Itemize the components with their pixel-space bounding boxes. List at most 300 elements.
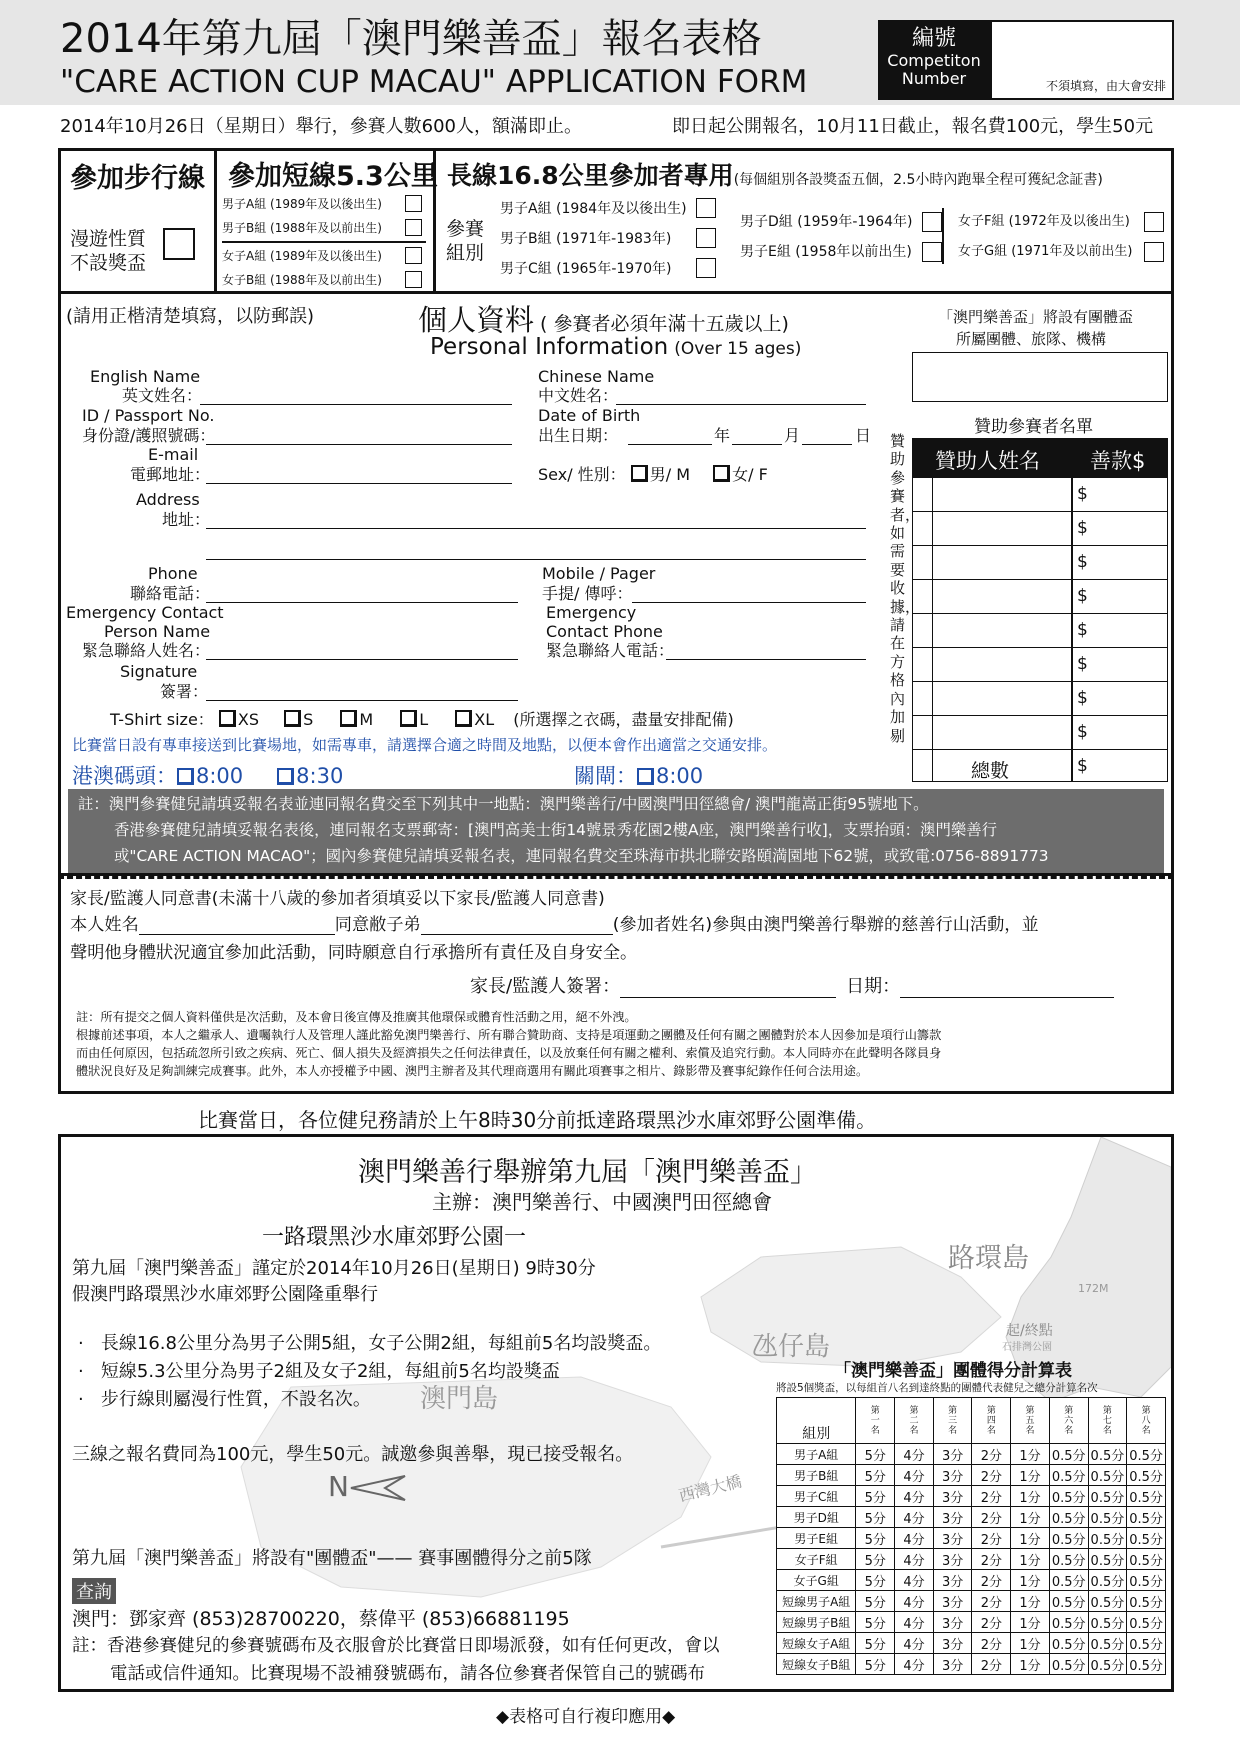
submission-notice [68,789,1164,873]
bus-gate-row [574,760,703,790]
score-point: 0.5分 [1088,1633,1127,1654]
bus-hk-label: 港澳碼頭： [72,764,177,788]
event-date-2: 假澳門路環黑沙水庫郊野公園隆重舉行 [72,1284,378,1305]
score-point: 5分 [856,1465,895,1486]
long-group-label: 男子A組 (1984年及以後出生) [500,201,687,217]
sponsor-row[interactable] [913,579,1167,613]
score-point: 0.5分 [1049,1528,1088,1549]
score-point: 3分 [933,1549,972,1570]
chinese-name-field[interactable] [616,387,866,405]
personal-note: (請用正楷清楚填寫，以防郵誤) [66,306,315,327]
chinese-name-en: Chinese Name [538,367,655,386]
score-point: 0.5分 [1049,1549,1088,1570]
sponsor-row[interactable] [913,715,1167,749]
score-group-label: 女子G組 [777,1570,856,1591]
bus-hk-time-1: 8:00 [196,764,244,788]
event-bullet-text: 短線5.3公里分為男子2組及女子2組，每組前5名均設獎盃 [100,1361,560,1382]
long-col-3 [958,210,1168,270]
tshirt-xl-checkbox[interactable] [455,710,472,727]
event-fee: 三線之報名費同為100元，學生50元。誠邀參與善舉，現已接受報名。 [72,1444,634,1465]
short-group-row [222,268,426,292]
consent-date-field[interactable] [900,980,1114,998]
score-point: 4分 [895,1486,934,1507]
score-point: 3分 [933,1465,972,1486]
sponsor-row[interactable] [913,613,1167,647]
score-point: 1分 [1011,1549,1050,1570]
tshirt-note: (所選擇之衣碼，盡量安排配備) [513,710,734,729]
long-group-row [740,210,945,240]
guardian-name-field[interactable] [139,917,335,935]
long-route-header [447,156,1103,192]
score-point: 2分 [972,1633,1011,1654]
sponsor-row[interactable] [913,749,1167,783]
score-header-row [777,1398,1166,1444]
mobile-zh: 手提/ 傳呼： [542,584,633,603]
short-group-checkbox[interactable] [405,219,422,236]
sponsor-vertical-note: 贊助參賽者，如需要收據，請在方格內加剔 [890,432,921,745]
score-point: 3分 [933,1528,972,1549]
short-group-label: 女子A組 (1989年及以後出生) [222,249,382,263]
score-col-rank: 第二名 [895,1398,934,1444]
score-table-title: 「澳門樂善盃」團體得分計算表 [834,1361,1072,1381]
score-row [777,1570,1166,1591]
personal-title-zh: 個人資料 [418,303,535,337]
score-point: 0.5分 [1127,1570,1166,1591]
enquiry-badge: 查詢 [72,1578,116,1604]
score-point: 1分 [1011,1612,1050,1633]
score-point: 0.5分 [1049,1507,1088,1528]
short-group-label: 男子B組 (1988年及以前出生) [222,221,382,235]
score-point: 4分 [895,1444,934,1465]
address-field-2[interactable] [206,542,866,560]
divider [214,148,217,294]
tshirt-xl-label: XL [474,710,495,729]
score-point: 2分 [972,1612,1011,1633]
sponsor-row-dollar: $ [1077,756,1088,776]
score-point: 5分 [856,1654,895,1675]
score-point: 4分 [895,1633,934,1654]
score-point: 2分 [972,1465,1011,1486]
walk-checkbox[interactable] [163,228,195,260]
long-route-note: (每個組別各設獎盃五個，2.5小時內跑畢全程可獲紀念証書) [733,172,1103,188]
score-point: 0.5分 [1049,1591,1088,1612]
score-point: 2分 [972,1549,1011,1570]
score-point: 4分 [895,1549,934,1570]
consent-name-label: 本人姓名 [70,915,139,935]
tshirt-s-label: S [303,710,314,729]
dob-month-field[interactable] [732,427,782,445]
score-point: 2分 [972,1654,1011,1675]
score-point: 4分 [895,1570,934,1591]
score-point: 1分 [1011,1444,1050,1465]
team-cup-line-1: 「澳門樂善盃」將設有團體盃 [938,308,1134,326]
event-bullet: · 長線16.8公里分為男子公開5組，女子公開2組，每組前5名均設獎盃。 [78,1333,662,1354]
participant-name-field[interactable] [421,917,613,935]
score-col-rank: 第八名 [1127,1398,1166,1444]
event-title: 澳門樂善行舉辦第九屆「澳門樂善盃」 [358,1157,817,1188]
score-table-subtitle: 將設5個獎盃，以每組首八名到達終點的團體代表健兒之總分計算名次 [776,1382,1098,1394]
dob-zh: 出生日期： [538,426,619,445]
score-point: 1分 [1011,1507,1050,1528]
long-group-checkbox[interactable] [696,228,716,248]
id-en: ID / Passport No. [82,406,215,425]
event-bullet: · 短線5.3公里分為男子2組及女子2組，每組前5名均設獎盃 [78,1361,560,1382]
sponsor-row-dollar: $ [1077,688,1088,708]
long-group-row [740,240,945,270]
sponsor-col-name: 贊助人姓名 [935,449,1040,473]
score-point: 5分 [856,1570,895,1591]
consent-child-label: 同意敝子弟 [334,915,421,935]
emergency-name-en-1: Emergency Contact [66,603,224,622]
email-field[interactable] [206,466,512,484]
score-point: 4分 [895,1591,934,1612]
event-bullets [78,1330,661,1414]
competition-number-label [878,20,990,100]
long-col-1 [500,196,722,286]
sponsor-total-label: 總數 [971,760,1010,782]
score-row [777,1528,1166,1549]
sponsor-row[interactable] [913,477,1167,511]
event-team-cup: 第九屆「澳門樂善盃」將設有"團體盃"—— 賽事團體得分之前5隊 [72,1548,592,1569]
score-point: 0.5分 [1049,1465,1088,1486]
bus-gate-label: 關閘： [574,764,637,788]
short-group-row [222,244,426,268]
score-point: 3分 [933,1591,972,1612]
sponsor-table [912,438,1168,782]
tshirt-xs-checkbox[interactable] [219,710,236,727]
score-col-rank: 第五名 [1011,1398,1050,1444]
english-name-en: English Name [90,367,201,386]
score-point: 3分 [933,1507,972,1528]
score-point: 0.5分 [1127,1528,1166,1549]
event-contact: 澳門：鄧家齊 (853)28700220，蔡偉平 (853)66881195 [72,1608,570,1630]
emergency-phone-en-2: Contact Phone [546,622,663,641]
long-group-row [958,210,1168,240]
dob-year-field[interactable] [628,427,712,445]
personal-title-en-row [430,334,801,360]
sex-male-checkbox[interactable] [631,465,648,482]
score-point: 5分 [856,1633,895,1654]
score-group-label: 男子D組 [777,1507,856,1528]
consent-sign-row [470,972,1114,998]
long-group-checkbox[interactable] [696,198,716,218]
score-point: 5分 [856,1591,895,1612]
divider [222,241,426,243]
event-bullet-text: 步行線則屬漫行性質，不設名次。 [100,1389,371,1410]
consent-title: 家長/監護人同意書(未滿十八歲的參加者須填妥以下家長/監護人同意書) [70,889,605,909]
sponsor-list-title: 贊助參賽者名單 [974,417,1093,437]
score-point: 4分 [895,1528,934,1549]
short-group-checkbox[interactable] [405,195,422,212]
english-name-field[interactable] [200,387,512,405]
walk-note-1: 漫遊性質 [70,228,147,250]
chinese-name-zh: 中文姓名： [538,386,619,405]
score-point: 0.5分 [1049,1570,1088,1591]
walk-route-title: 參加步行線 [70,163,205,194]
score-point: 3分 [933,1444,972,1465]
bus-hk-row [72,760,343,790]
dob-month-label: 月 [784,426,801,445]
score-point: 5分 [856,1612,895,1633]
score-row [777,1591,1166,1612]
short-group-checkbox[interactable] [405,247,422,264]
score-point: 0.5分 [1088,1528,1127,1549]
short-group-row [222,216,426,240]
score-row [777,1465,1166,1486]
long-group-checkbox[interactable] [1144,242,1164,262]
long-group-label: 男子B組 (1971年-1983年) [500,231,672,247]
score-row [777,1486,1166,1507]
score-group-label: 女子F組 [777,1549,856,1570]
signature-zh: 簽署： [160,682,209,701]
score-point: 5分 [856,1528,895,1549]
number-label-zh: 編號 [911,26,956,51]
arrival-notice: 比賽當日，各位健兒務請於上午8時30分前抵達路環黑沙水庫郊野公園準備。 [198,1108,877,1132]
score-point: 0.5分 [1049,1633,1088,1654]
tshirt-s-checkbox[interactable] [284,710,301,727]
page-title-zh: 2014年第九屆「澳門樂善盃」報名表格 [60,16,762,62]
sponsor-row-dollar: $ [1077,484,1088,504]
score-col-rank: 第六名 [1049,1398,1088,1444]
bus-gate-time: 8:00 [656,764,704,788]
score-point: 0.5分 [1088,1654,1127,1675]
map-label-coloane: 路環島 [948,1243,1029,1274]
score-point: 0.5分 [1088,1507,1127,1528]
north-arrow-icon [349,1474,407,1502]
score-point: 0.5分 [1127,1444,1166,1465]
score-point: 0.5分 [1049,1486,1088,1507]
long-group-checkbox[interactable] [922,212,942,232]
short-route-title: 參加短線5.3公里 [228,161,438,192]
emergency-name-field[interactable] [206,642,518,660]
long-group-label: 男子D組 (1959年-1964年) [740,214,913,230]
score-row [777,1444,1166,1465]
score-group-label: 短線女子A組 [777,1633,856,1654]
bus-hk-830-checkbox[interactable] [277,768,294,785]
event-bullet-text: 長線16.8公里分為男子公開5組，女子公開2組，每組前5名均設獎盃。 [100,1333,662,1354]
score-point: 0.5分 [1088,1549,1127,1570]
long-group-row [500,256,722,286]
guardian-sign-field[interactable] [620,980,836,998]
sponsor-row-dollar: $ [1077,552,1088,572]
event-date-1: 第九屆「澳門樂善盃」謹定於2014年10月26日(星期日) 9時30分 [72,1258,596,1279]
consent-line-2: 聲明他身體狀況適宜參加此活動，同時願意自行承擔所有責任及自身安全。 [70,943,638,963]
score-point: 1分 [1011,1591,1050,1612]
long-group-checkbox[interactable] [1144,212,1164,232]
long-group-checkbox[interactable] [922,242,942,262]
emergency-phone-en-1: Emergency [546,603,637,622]
score-point: 1分 [1011,1486,1050,1507]
fine-line-4: 體狀況良好及足夠訓練完成賽事。此外，本人亦授權予中國、澳門主辦者及其代理商選用有關此項賽事之相片、錄影帶及賽事紀錄作任何合法用途。 [76,1064,869,1078]
score-point: 1分 [1011,1465,1050,1486]
dob-day-field[interactable] [802,427,852,445]
fine-line-1: 註：所有提交之個人資料僅供是次活動，及本會日後宣傳及推廣其他環保或體育性活動之用，絕不外洩。 [76,1010,637,1024]
score-point: 0.5分 [1049,1444,1088,1465]
emergency-name-en-2: Person Name [104,622,211,641]
score-group-label: 男子C組 [777,1486,856,1507]
dob-day-label: 日 [855,426,872,445]
short-group-checkbox[interactable] [405,271,422,288]
tshirt-m-checkbox[interactable] [340,710,357,727]
phone-en: Phone [148,564,198,583]
score-point: 1分 [1011,1528,1050,1549]
personal-title-zh-note: ( 參賽者必須年滿十五歲以上) [540,313,789,335]
id-zh: 身份證/護照號碼： [82,426,216,445]
long-group-row [500,196,722,226]
long-group-label: 女子F組 (1972年及以後出生) [958,214,1130,229]
long-group-label: 男子C組 (1965年-1970年) [500,261,672,277]
score-point: 0.5分 [1088,1486,1127,1507]
tshirt-xs-label: XS [237,710,260,729]
score-group-label: 短線男子B組 [777,1612,856,1633]
sex-label: Sex/ 性別： [538,465,626,484]
divider [942,208,944,264]
score-row [777,1549,1166,1570]
long-route-title: 長線16.8公里參加者專用 [447,161,734,190]
long-group-checkbox[interactable] [696,258,716,278]
emergency-phone-field[interactable] [666,642,866,660]
dob-en: Date of Birth [538,406,641,425]
notice-line-2: 香港參賽健兒請填妥報名表後，連同報名支票郵寄：[澳門高美士街14號景秀花園2樓A座，澳門樂善行收]，支票抬頭：澳門樂善行 [114,821,998,839]
score-group-label: 短線男子A組 [777,1591,856,1612]
score-group-label: 男子A組 [777,1444,856,1465]
score-table [776,1397,1166,1675]
consent-date-label: 日期： [846,976,901,997]
sponsor-row-dollar: $ [1077,722,1088,742]
score-point: 2分 [972,1444,1011,1465]
email-zh: 電郵地址： [130,465,211,484]
phone-zh: 聯絡電話： [130,584,211,603]
dob-year-label: 年 [714,426,731,445]
bus-gate-800-checkbox[interactable] [637,768,654,785]
consent-line-1 [70,910,1039,935]
address-field[interactable] [206,511,866,529]
walk-note-2: 不設獎盃 [70,252,147,274]
id-field[interactable] [206,427,512,445]
score-point: 0.5分 [1127,1633,1166,1654]
score-point: 0.5分 [1088,1591,1127,1612]
score-point: 1分 [1011,1633,1050,1654]
sponsor-row-dollar: $ [1077,518,1088,538]
address-en: Address [136,490,200,509]
phone-field[interactable] [206,585,518,603]
score-point: 3分 [933,1654,972,1675]
personal-title-en-note: (Over 15 ages) [674,339,802,359]
competition-number-box [990,20,1174,100]
sex-female-label: 女/ F [732,465,768,484]
score-group-label: 短線女子B組 [777,1654,856,1675]
number-label-en1: Competiton [887,51,981,70]
score-point: 3分 [933,1633,972,1654]
north-arrow [328,1470,407,1503]
personal-title-en: Personal Information [430,334,669,360]
tshirt-l-label: L [419,710,429,729]
consent-fine-print [76,1008,941,1080]
short-group-row [222,192,426,216]
long-group-label: 男子E組 (1958年以前出生) [740,244,912,260]
score-row [777,1507,1166,1528]
long-group-label: 女子G組 (1971年及以前出生) [958,244,1133,259]
score-point: 0.5分 [1127,1465,1166,1486]
number-label-en2: Number [901,69,967,88]
long-col-2 [740,210,945,270]
consent-line-1-rest: (參加者姓名)參與由澳門樂善行舉辦的慈善行山活動，並 [612,915,1039,935]
score-point: 0.5分 [1127,1549,1166,1570]
score-point: 0.5分 [1127,1654,1166,1675]
score-point: 4分 [895,1465,934,1486]
score-group-label: 男子B組 [777,1465,856,1486]
fine-line-2: 根據前述事項，本人之繼承人、遺囑執行人及管理人謹此豁免澳門樂善行、所有聯合贊助商、支持是項運動之團體及任何有關之團體對於本人因參加是項行山籌款 [76,1028,942,1042]
sponsor-row[interactable] [913,545,1167,579]
sponsor-row[interactable] [913,647,1167,681]
map-label-start-sub: 石排灣公園 [1002,1342,1052,1353]
mobile-field[interactable] [632,585,866,603]
score-row [777,1612,1166,1633]
event-info-left: 2014年10月26日（星期日）舉行，參賽人數600人，額滿即止。 [60,116,582,137]
guardian-sign-label: 家長/監護人簽署： [470,976,621,997]
score-point: 4分 [895,1612,934,1633]
sponsor-col-amount: 善款$ [1090,449,1146,473]
short-groups [222,192,426,292]
page-title-en: "CARE ACTION CUP MACAU" APPLICATION FORM [60,64,808,100]
map-label-start: 起/終點 [1006,1323,1053,1339]
team-name-field[interactable] [912,352,1168,402]
event-note-2: 電話或信件通知。比賽現場不設補發號碼布，請各位參賽者保管自己的號碼布 [110,1664,705,1684]
sponsor-row[interactable] [913,511,1167,545]
footer-note: ◆表格可自行複印應用◆ [496,1707,676,1727]
personal-title-zh-row [418,298,789,339]
tshirt-m-label: M [359,710,374,729]
sponsor-row-dollar: $ [1077,654,1088,674]
score-group-label: 男子E組 [777,1528,856,1549]
score-point: 5分 [856,1507,895,1528]
score-point: 2分 [972,1486,1011,1507]
event-note-1: 註：香港參賽健兒的參賽號碼布及衣服會於比賽當日即場派發，如有任何更改，會以 [72,1636,720,1656]
email-en: E-mail [148,445,199,464]
emergency-name-zh: 緊急聯絡人姓名： [82,641,211,660]
score-col-group: 組別 [777,1398,856,1444]
long-group-label-2: 組別 [446,242,485,264]
tshirt-label: T-Shirt size： [110,710,214,729]
score-col-rank: 第一名 [856,1398,895,1444]
tshirt-l-checkbox[interactable] [400,710,417,727]
address-zh: 地址： [162,510,211,529]
score-point: 0.5分 [1127,1612,1166,1633]
bus-hk-800-checkbox[interactable] [177,768,194,785]
score-point: 5分 [856,1444,895,1465]
score-col-rank: 第三名 [933,1398,972,1444]
signature-field[interactable] [206,683,518,701]
score-point: 3分 [933,1612,972,1633]
score-point: 0.5分 [1088,1465,1127,1486]
competition-number-note: 不須填寫，由大會安排 [1045,79,1166,93]
score-point: 5分 [856,1549,895,1570]
sponsor-row[interactable] [913,681,1167,715]
score-point: 0.5分 [1127,1591,1166,1612]
map-label-macau: 澳門島 [420,1384,499,1414]
score-point: 0.5分 [1088,1612,1127,1633]
score-point: 4分 [895,1507,934,1528]
notice-line-3: 或"CARE ACTION MACAO"；國內參賽健兒請填妥報名表，連同報名費交至珠海市拱北聯安路頤満園地下62號，或致電:0756-8891773 [114,847,1049,865]
score-point: 1分 [1011,1654,1050,1675]
map-label-elevation: 172M [1078,1282,1109,1295]
score-point: 3分 [933,1486,972,1507]
fine-line-3: 而由任何原因，包括疏忽所引致之疾病、死亡、個人損失及經濟損失之任何法律責任，以及放棄任何有關之權利、索償及追究行動。本人同時亦在此聲明各隊員身 [76,1046,942,1060]
sponsor-header [913,439,1167,477]
north-label: N [328,1470,349,1503]
sex-male-label: 男/ M [649,465,691,484]
sex-female-checkbox[interactable] [713,465,730,482]
